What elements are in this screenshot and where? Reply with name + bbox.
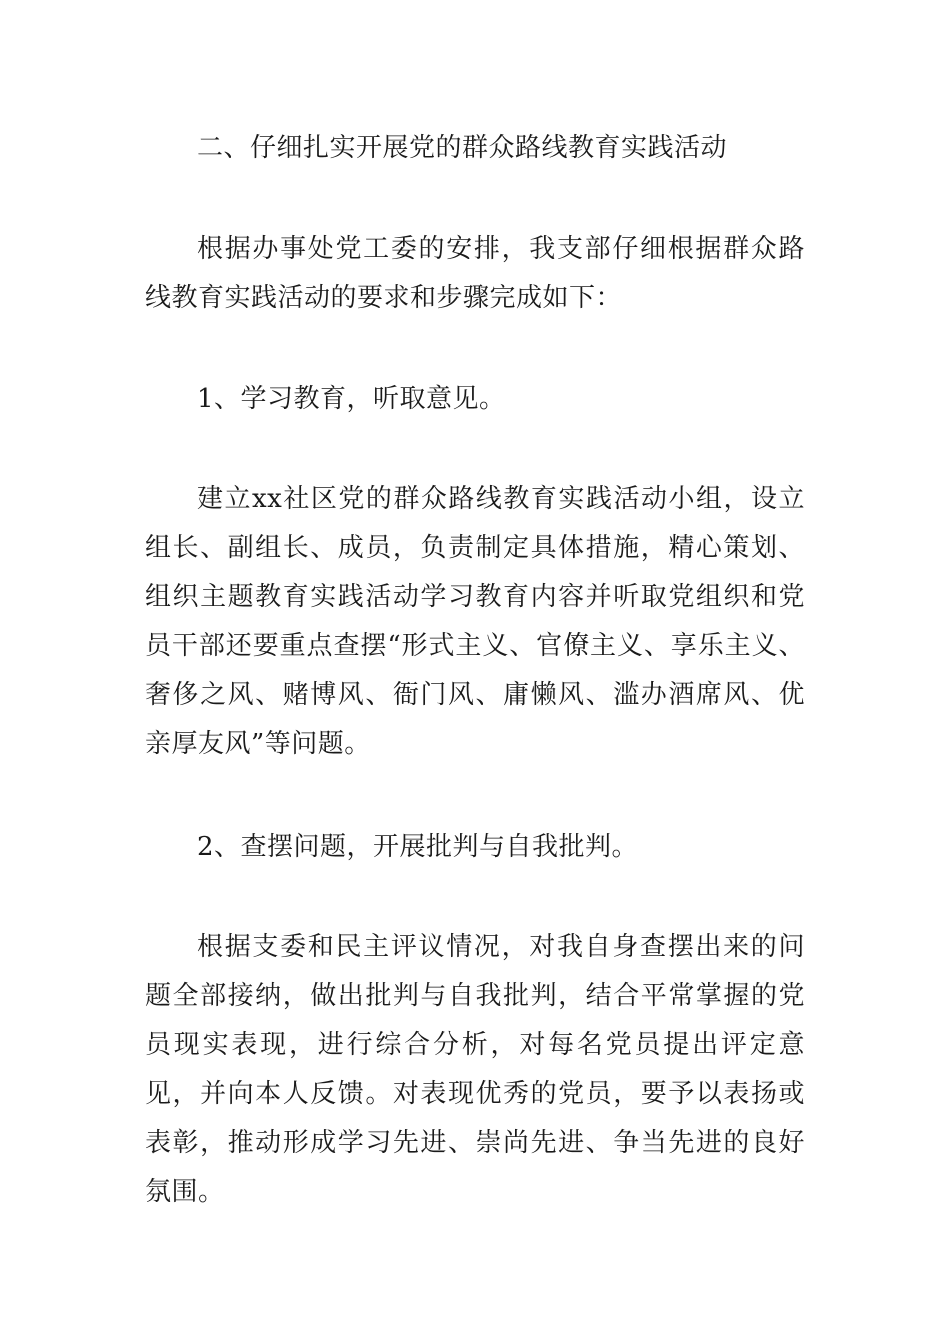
- item-1-heading: 1、学习教育，听取意见。: [197, 384, 506, 414]
- intro-paragraph: 根据办事处党工委的安排，我支部仔细根据群众路线教育实践活动的要求和步骤完成如下：: [145, 234, 805, 313]
- section-heading: 二、仔细扎实开展党的群众路线教育实践活动: [197, 133, 728, 163]
- item-2-heading: 2、查摆问题，开展批判与自我批判。: [197, 832, 639, 862]
- item-2-paragraph: 根据支委和民主评议情况，对我自身查摆出来的问题全部接纳，做出批判与自我批判，结合平常掌握的党员现实表现，进行综合分析，对每名党员提出评定意见，并向本人反馈。对表现优秀的党员，要予以表扬或表彰，推动形成学习先进、崇尚先进、争当先进的良好氛围。: [145, 932, 805, 1207]
- item-1-paragraph: 建立xx社区党的群众路线教育实践活动小组，设立组长、副组长、成员，负责制定具体措施，精心策划、组织主题教育实践活动学习教育内容并听取党组织和党员干部还要重点查摆“形式主义、官僚主义、享乐主义、奢侈之风、赌博风、衙门风、庸懒风、滥办酒席风、优亲厚友风”等问题。: [145, 484, 805, 759]
